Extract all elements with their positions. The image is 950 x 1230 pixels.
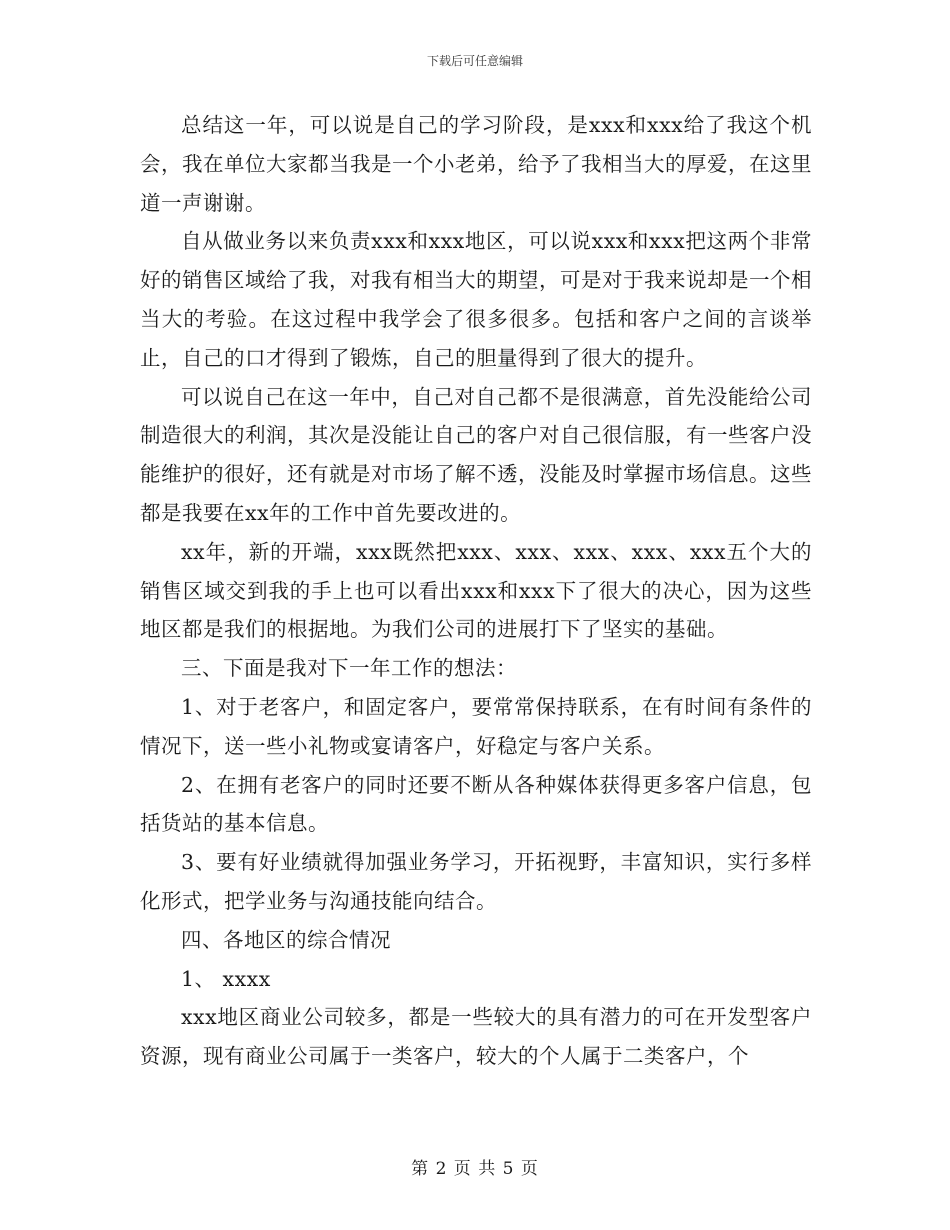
paragraph-self-assessment: 可以说自己在这一年中，自己对自己都不是很满意，首先没能给公司制造很大的利润，其次是没能让自己的客户对自己很信服，有一些客户没能维护的很好，还有就是对市场了解不透，没能及时掌握市场信息。这些都是我要在xx年的工作中首先要改进的。 bbox=[140, 384, 812, 525]
footer-suffix: 页 bbox=[520, 1159, 539, 1179]
footer-total-pages: 5 bbox=[502, 1159, 515, 1179]
page-header: 下载后可任意编辑 bbox=[426, 54, 523, 68]
region-item-1: 1、 xxxx bbox=[181, 966, 271, 991]
section-heading-regions: 四、各地区的综合情况 bbox=[181, 927, 391, 952]
paragraph-region-detail: xxx地区商业公司较多，都是一些较大的具有潜力的可在开发型客户资源，现有商业公司属于一类客户，较大的个人属于二类客户，个 bbox=[140, 1005, 812, 1069]
plan-item-2: 2、在拥有老客户的同时还要不断从各种媒体获得更多客户信息，包括货站的基本信息。 bbox=[140, 772, 812, 836]
paragraph-business-region: 自从做业务以来负责xxx和xxx地区，可以说xxx和xxx把这两个非常好的销售区域给了我，对我有相当大的期望，可是对于我来说却是一个相当大的考验。在这过程中我学会了很多很多。包括和客户之间的言谈举止，自己的口才得到了锻炼，自己的胆量得到了很大的提升。 bbox=[140, 229, 812, 370]
plan-item-1: 1、对于老客户，和固定客户，要常常保持联系，在有时间有条件的情况下，送一些小礼物或宴请客户，好稳定与客户关系。 bbox=[140, 694, 812, 758]
footer-current-page: 2 bbox=[435, 1159, 448, 1179]
page-footer bbox=[0, 1154, 950, 1179]
footer-prefix: 第 bbox=[411, 1159, 430, 1179]
paragraph-new-year: xx年，新的开端，xxx既然把xxx、xxx、xxx、xxx、xxx五个大的销售区域交到我的手上也可以看出xxx和xxx下了很大的决心，因为这些地区都是我们的根据地。为我们公司的进展打下了坚实的基础。 bbox=[140, 539, 812, 642]
plan-item-3: 3、要有好业绩就得加强业务学习，开拓视野，丰富知识，实行多样化形式，把学业务与沟通技能向结合。 bbox=[140, 850, 812, 913]
footer-middle: 页 共 bbox=[453, 1159, 497, 1179]
paragraph-summary: 总结这一年，可以说是自己的学习阶段，是xxx和xxx给了我这个机会，我在单位大家都当我是一个小老弟，给予了我相当大的厚爱，在这里道一声谢谢。 bbox=[140, 113, 812, 215]
document-body bbox=[140, 106, 812, 1076]
section-heading-plans: 三、下面是我对下一年工作的想法： bbox=[181, 656, 517, 681]
